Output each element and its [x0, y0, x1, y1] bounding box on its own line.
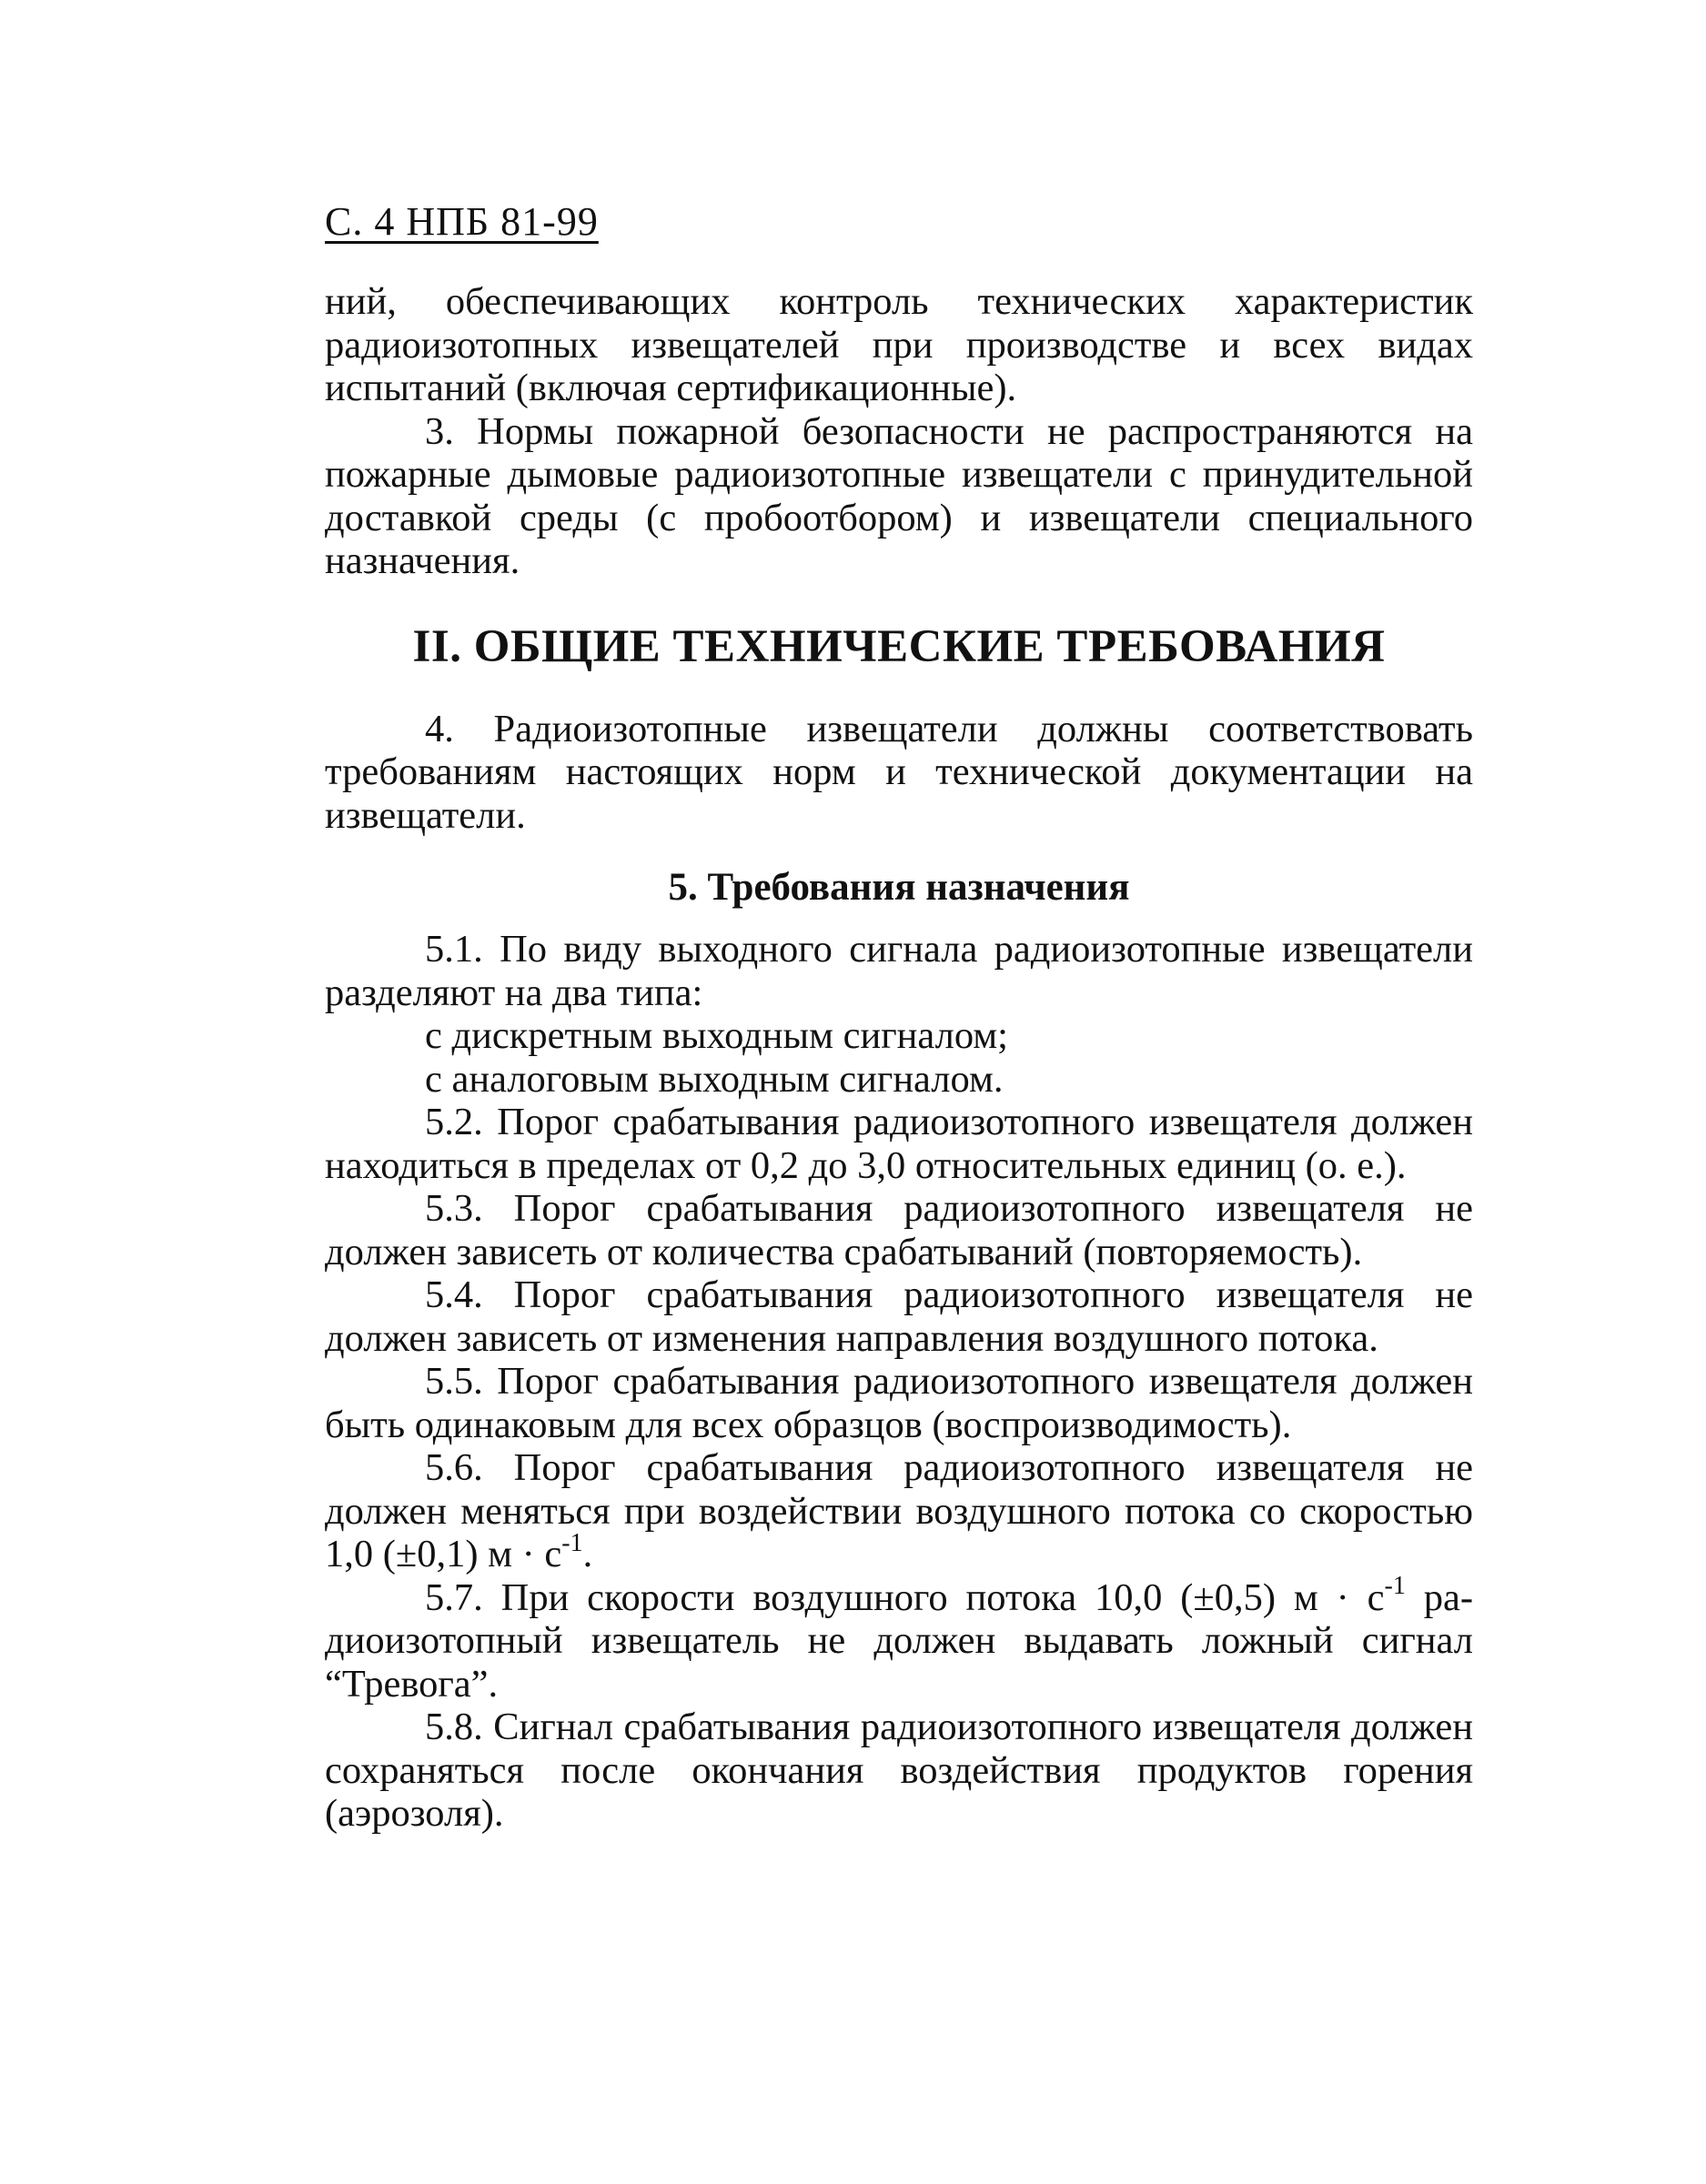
unit-exponent: -1 [1384, 1572, 1406, 1601]
paragraph-5-6-text: 5.6. Порог срабатывания радиоизотопного извещателя не должен меняться при воздействии воздушного потока со скоростью 1,0 (±0,1) м · с [325, 1446, 1473, 1575]
page-header: С. 4 НПБ 81-99 [325, 199, 599, 244]
paragraph-5-5: 5.5. Порог срабатывания радиоизотопного извещателя должен быть одинаковым для всех образцов (воспроизводимость). [325, 1360, 1473, 1446]
section-heading: II. ОБЩИЕ ТЕХНИЧЕСКИЕ ТРЕБОВАНИЯ [412, 620, 1386, 672]
list-item-discrete: с дискретным выходным сигналом; [425, 1014, 1008, 1057]
paragraph-5-7 [325, 1572, 1473, 1706]
paragraph-5-6 [325, 1446, 1473, 1576]
paragraph-4: 4. Радиоизотопные извещатели должны соответствовать требованиям настоящих норм и технической документации на извещатели. [325, 707, 1473, 837]
paragraph-continuation: ний, обеспечивающих контроль технических характеристик радиоизотопных извещателей при производстве и всех видах испытаний (включая сертификационные). [325, 280, 1473, 409]
subsection-heading: 5. Требования назначения [668, 866, 1130, 909]
paragraph-5-4: 5.4. Порог срабатывания радиоизотопного извещателя не должен зависеть от изменения направления воздушного потока. [325, 1273, 1473, 1360]
paragraph-5-3: 5.3. Порог срабатывания радиоизотопного извещателя не должен зависеть от количества срабатываний (повторяемость). [325, 1187, 1473, 1273]
paragraph-5-2: 5.2. Порог срабатывания радиоизотопного извещателя должен находиться в пределах от 0,2 до 3,0 относительных единиц (о. е.). [325, 1101, 1473, 1187]
paragraph-5-1: 5.1. По виду выходного сигнала радиоизотопные извещатели разделяют на два типа: [325, 928, 1473, 1014]
paragraph-5-6-end: . [582, 1533, 593, 1575]
paragraph-5-8: 5.8. Сигнал срабатывания радиоизотопного извещателя должен сохраняться после окончания воздействия продуктов горения (аэрозоля). [325, 1706, 1473, 1835]
paragraph-3: 3. Нормы пожарной безопасности не распространяются на пожарные дымовые радиоизотопные извещатели с принудительной доставкой среды (с пробоотбором) и извещатели специального назначения. [325, 409, 1473, 582]
paragraph-5-7-text: 5.7. При скорости воздушного потока 10,0 (±0,5) м · с [425, 1575, 1385, 1619]
unit-exponent: -1 [561, 1528, 583, 1557]
document-body [325, 280, 1473, 1836]
paragraph-5-7-end: радиоизотопный извещатель не должен выдавать ложный сигнал “Тревога”. [325, 1575, 1473, 1706]
list-item-analog: с аналоговым выходным сигналом. [425, 1057, 1004, 1101]
